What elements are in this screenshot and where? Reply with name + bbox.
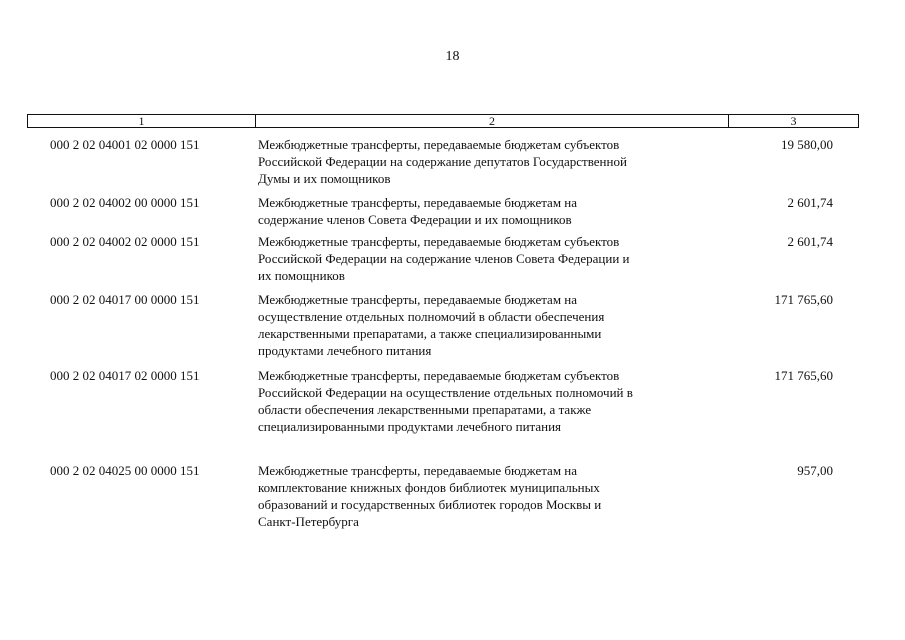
description-line: образований и государственных библиотек городов Москвы и (258, 497, 602, 512)
description-line: Российской Федерации на осуществление отдельных полномочий в (258, 385, 633, 400)
row-description (258, 367, 718, 435)
description-line: комплектование книжных фондов библиотек муниципальных (258, 480, 600, 495)
description-line: Российской Федерации на содержание депутатов Государственной (258, 154, 627, 169)
table-header (27, 114, 859, 128)
amount-value: 171 765,60 (774, 292, 833, 307)
page-number: 18 (445, 49, 460, 64)
description-line: Межбюджетные трансферты, передаваемые бюджетам субъектов (258, 368, 620, 383)
amount-value: 2 601,74 (787, 234, 833, 249)
row-description (258, 136, 718, 187)
description-line: Межбюджетные трансферты, передаваемые бюджетам на (258, 292, 578, 307)
description-line: Думы и их помощников (258, 171, 391, 186)
description-line: содержание членов Совета Федерации и их помощников (258, 212, 572, 227)
header-col-3: 3 (790, 114, 797, 128)
budget-code: 000 2 02 04002 00 0000 151 (50, 195, 200, 210)
header-col-1: 1 (28, 115, 256, 127)
description-line: Межбюджетные трансферты, передаваемые бюджетам субъектов (258, 137, 620, 152)
row-description (258, 194, 718, 228)
description-line: специализированными продуктами лечебного питания (258, 419, 562, 434)
row-description (258, 233, 718, 284)
description-line: Межбюджетные трансферты, передаваемые бюджетам на (258, 463, 578, 478)
amount-value: 19 580,00 (781, 137, 833, 152)
budget-code: 000 2 02 04001 02 0000 151 (50, 137, 200, 152)
amount-value: 957,00 (797, 463, 833, 478)
row-description (258, 462, 718, 530)
budget-code: 000 2 02 04002 02 0000 151 (50, 234, 200, 249)
amount-value: 2 601,74 (787, 195, 833, 210)
description-line: лекарственными препаратами, а также специализированными (258, 326, 602, 341)
budget-code: 000 2 02 04017 00 0000 151 (50, 292, 200, 307)
budget-code: 000 2 02 04017 02 0000 151 (50, 368, 200, 383)
description-line: Межбюджетные трансферты, передаваемые бюджетам субъектов (258, 234, 620, 249)
description-line: их помощников (258, 268, 345, 283)
amount-value: 171 765,60 (774, 368, 833, 383)
description-line: Санкт-Петербурга (258, 514, 359, 529)
row-description (258, 291, 718, 359)
budget-code: 000 2 02 04025 00 0000 151 (50, 463, 200, 478)
description-line: осуществление отдельных полномочий в области обеспечения (258, 309, 605, 324)
header-col-2: 2 (256, 115, 729, 127)
description-line: продуктами лечебного питания (258, 343, 432, 358)
description-line: Межбюджетные трансферты, передаваемые бюджетам на (258, 195, 578, 210)
description-line: области обеспечения лекарственными препаратами, а также (258, 402, 592, 417)
description-line: Российской Федерации на содержание членов Совета Федерации и (258, 251, 630, 266)
